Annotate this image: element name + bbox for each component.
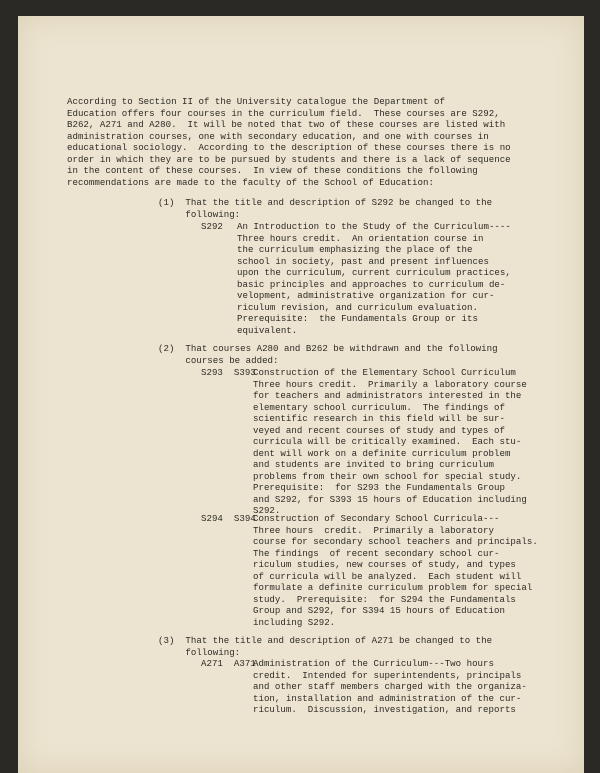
course-description-s292: An Introduction to the Study of the Curriculum---- Three hours credit. An orientation course in the curriculum emphasizing the place of the school in society, past and present influences upon the curriculum, current curriculum practices, basic principles and approaches to curriculum de- velopment, administrative organization for cur- riculum revision, and curriculum evaluation. Prerequisite: the Fundamentals Group or its equivalent. xyxy=(237,221,511,336)
recommendation-2-heading: (2) That courses A280 and B262 be withdrawn and the following courses be added: xyxy=(158,343,498,366)
course-description-s294: Construction of Secondary School Curricula--- Three hours credit. Primarily a laboratory course for secondary school teachers and principals. The findings of recent secondary school cur- riculum studies, new courses of study, and types of curricula will be analyzed. Each student will formulate a definite curriculum problem for special study. Prerequisite: for S294 the Fundamentals Group and S292, for S394 15 hours of Education including S292. xyxy=(253,513,538,628)
course-description-s293: Construction of the Elementary School Curriculum Three hours credit. Primarily a laboratory course for teachers and administrators interested in the elementary school curriculum. The findings of scientific research in this field will be sur- veyed and recent courses of study and types of curricula will be critically examined. Each stu- dent will work on a definite curriculum problem and students are invited to bring curriculum problems from their own school for special study. Prerequisite: for S293 the Fundamentals Group and S292, for S393 15 hours of Education including S292. xyxy=(253,367,527,516)
course-code-s294: S294 S394 xyxy=(201,513,256,524)
course-description-a271: Administration of the Curriculum---Two hours credit. Intended for superintendents, principals and other staff members charged with the organiza- tion, installation and administration of the cur- riculum. Discussion, investigation, and reports xyxy=(253,658,527,715)
recommendation-1-heading: (1) That the title and description of S292 be changed to the following: xyxy=(158,197,493,220)
course-code-a271: A271 A371 xyxy=(201,658,256,669)
intro-paragraph: According to Section II of the University catalogue the Department of Education offers four courses in the curriculum field. These courses are S292, B262, A271 and A280. It will be noted that two of these courses are listed with administration courses, one with secondary education, and one with courses in educational sociology. According to the description of these courses there is no order in which they are to be pursued by students and there is a lack of sequence in the content of these courses. In view of these conditions the following recommendations are made to the faculty of the School of Education: xyxy=(67,96,511,188)
course-code-s293: S293 S393 xyxy=(201,367,256,378)
recommendation-3-heading: (3) That the title and description of A271 be changed to the following: xyxy=(158,635,493,658)
typed-page xyxy=(18,16,584,773)
course-code-s292: S292 xyxy=(201,221,223,232)
